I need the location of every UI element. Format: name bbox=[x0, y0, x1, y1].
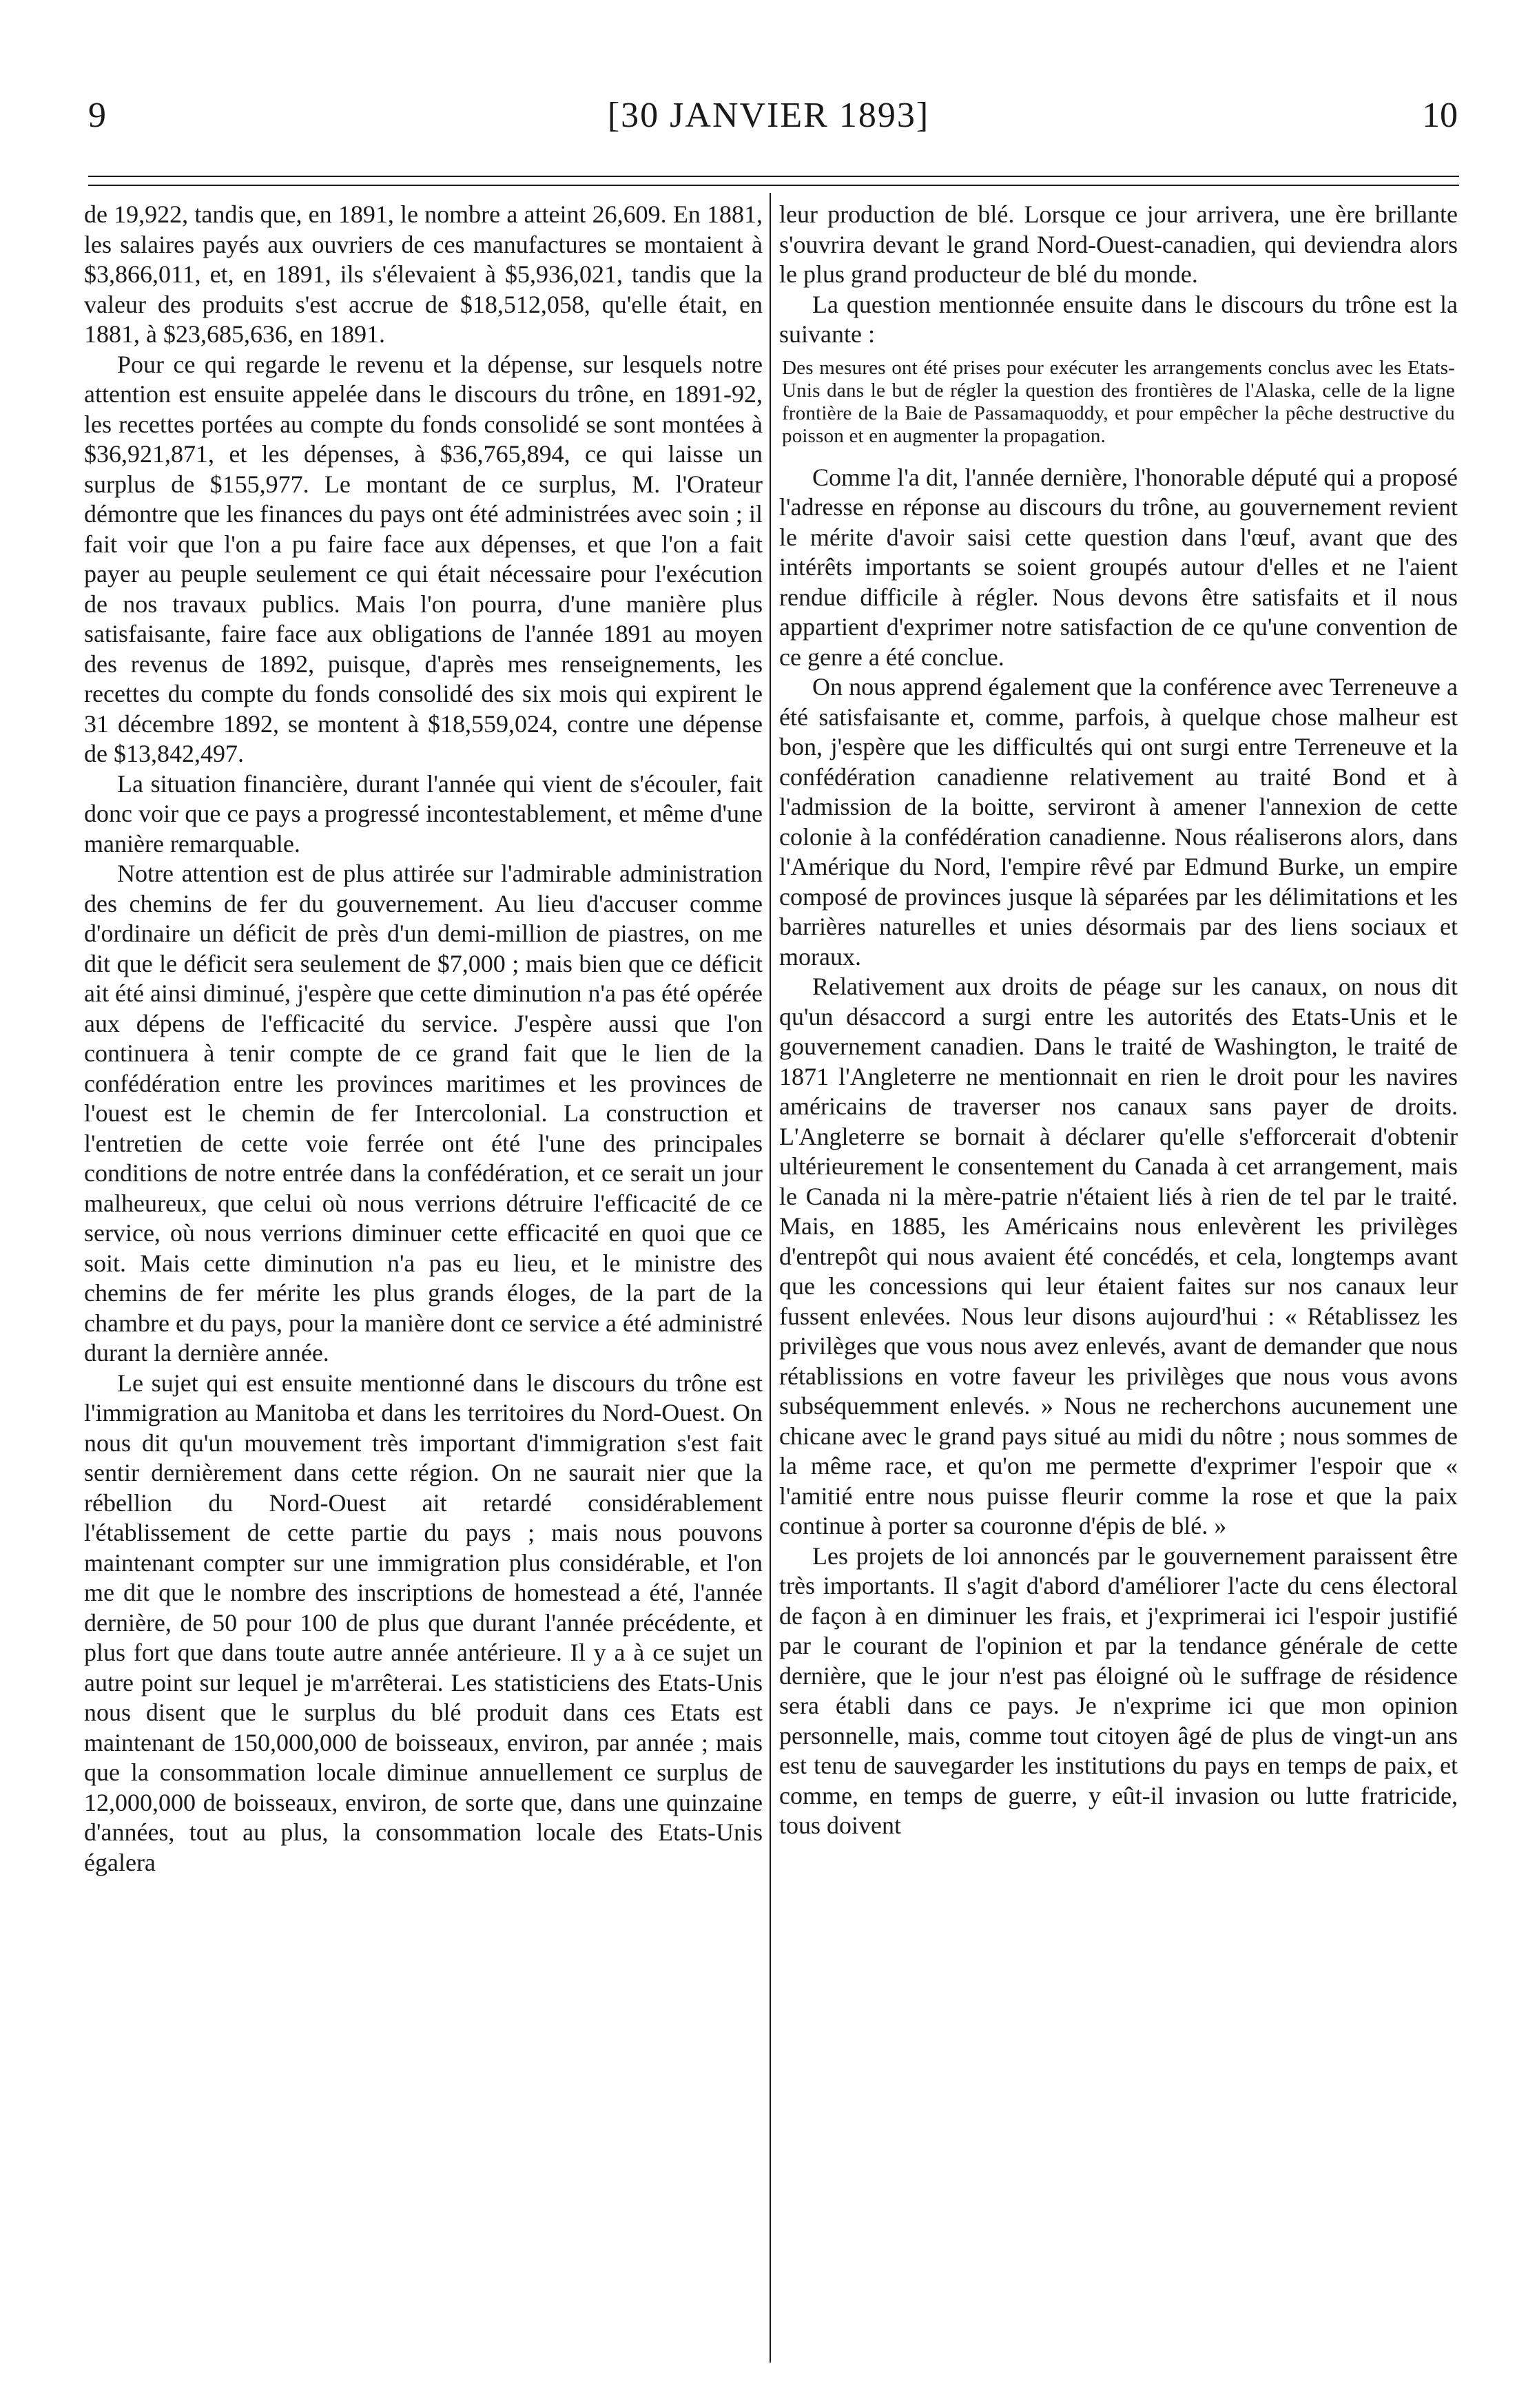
page-title: [30 JANVIER 1893] bbox=[607, 96, 930, 135]
paragraph: On nous apprend également que la conférence avec Terreneuve a été satisfaisante et, comme, parfois, à quelque chose malheur est bon, j'espère que les difficultés qui ont surgi entre Terreneuve et la confédération canadienne relativement au traité Bond et à l'admission de la boitte, serviront à amener l'annexion de cette colonie à la confédération canadienne. Nous réaliserons alors, dans l'Amérique du Nord, l'empire rêvé par Edmund Burke, un empire composé de provinces jusque là séparées par les délimitations et les barrières naturelles et unies désormais par des liens sociaux et moraux. bbox=[779, 673, 1458, 971]
paragraph: Comme l'a dit, l'année dernière, l'honorable député qui a proposé l'adresse en réponse au discours du trône, au gouvernement revient le mérite d'avoir saisi cette question dans l'œuf, avant que des intérêts importants se soient groupés autour d'elles et ne l'aient rendue difficile à régler. Nous devons être satisfaits et il nous appartient d'exprimer notre satisfaction de ce qu'une convention de ce genre a été conclue. bbox=[779, 463, 1458, 671]
paragraph: Notre attention est de plus attirée sur l'admirable administration des chemins de fer du gouvernement. Au lieu d'accuser comme d'ordinaire un déficit de près d'un demi-million de piastres, on me dit que le déficit sera seulement de $7,000 ; mais bien que ce déficit ait été ainsi diminué, j'espère que cette diminution n'a pas été opérée aux dépens de l'efficacité du service. J'espère aussi que l'on continuera à tenir compte de ce grand fait que le lien de la confédération entre les provinces maritimes et les provinces de l'ouest est le chemin de fer Intercolonial. La construction et l'entretien de cette voie ferrée ont été l'une des principales conditions de notre entrée dans la confédération, et ce serait un jour malheureux, que celui où nous verrions détruire l'efficacité de ce service, où nous verrions diminuer cette efficacité en quoi que ce soit. Mais cette diminution n'a pas eu lieu, et le ministre des chemins de fer mérite les plus grands éloges, de la part de la chambre et du pays, pour la manière dont ce service a été administré durant la dernière année. bbox=[84, 860, 763, 1367]
paragraph: La question mentionnée ensuite dans le discours du trône est la suivante : bbox=[779, 290, 1458, 348]
page-number-left: 9 bbox=[88, 96, 106, 135]
header-rule-top bbox=[88, 176, 1459, 177]
left-column bbox=[84, 200, 763, 2363]
paragraph: Relativement aux droits de péage sur les canaux, on nous dit qu'un désaccord a surgi entre les autorités des Etats-Unis et le gouvernement canadien. Dans le traité de Washington, le traité de 1871 l'Angleterre ne mentionnait en rien le droit pour les navires américains de traverser nos canaux sans payer de droits. L'Angleterre se bornait à déclarer qu'elle s'efforcerait d'obtenir ultérieurement le consentement du Canada à cet arrangement, mais le Canada ni la mère-patrie n'étaient liés à rien de tel par le traité. Mais, en 1885, les Américains nous enlevèrent les privilèges d'entrepôt qui nous avaient été concédés, et cela, longtemps avant que les concessions qui leur étaient faites sur nos canaux leur fussent enlevées. Nous leur disons aujourd'hui : « Rétablissez les privilèges que vous nous avez enlevés, avant de demander que nous rétablissions en votre faveur les privilèges que nous vous avons subséquemment enlevés. » Nous ne recherchons aucunement une chicane avec le grand pays situé au midi du nôtre ; nous sommes de la même race, et qu'on me permette d'exprimer l'espoir que « l'amitié entre nous puisse fleurir comme la rose et que la paix continue à porter sa couronne d'épis de blé. » bbox=[779, 973, 1458, 1539]
column-divider bbox=[770, 193, 771, 2363]
paragraph: leur production de blé. Lorsque ce jour arrivera, une ère brillante s'ouvrira devant le grand Nord-Ouest-canadien, qui deviendra alors le plus grand producteur de blé du monde. bbox=[779, 200, 1458, 288]
paragraph: Les projets de loi annoncés par le gouvernement paraissent être très importants. Il s'agit d'abord d'améliorer l'acte du cens électoral de façon à en diminuer les frais, et j'exprimerai ici l'espoir justifié par le courant de l'opinion et par la tendance générale de cette dernière, que le jour n'est pas éloigné où le suffrage de résidence sera établi dans ce pays. Je n'exprime ici que mon opinion personnelle, mais, comme tout citoyen âgé de plus de vingt-un ans est tenu de sauvegarder les institutions du pays en temps de paix, et comme, en temps de guerre, y eût-il invasion ou lutte fratricide, tous doivent bbox=[779, 1542, 1458, 1839]
page-number-right: 10 bbox=[1422, 96, 1458, 135]
paragraph: Pour ce qui regarde le revenu et la dépense, sur lesquels notre attention est ensuite appelée dans le discours du trône, en 1891-92, les recettes portées au compte du fonds consolidé se sont montées à $36,921,871, et les dépenses, à $36,765,894, ce qui laisse un surplus de $155,977. Le montant de ce surplus, M. l'Orateur démontre que les finances du pays ont été administrées avec soin ; il fait voir que l'on a pu faire face aux dépenses, et que l'on a fait payer au peuple seulement ce qui était nécessaire pour l'exécution de nos travaux publics. Mais l'on pourra, d'une manière plus satisfaisante, faire face aux obligations de l'année 1891 au moyen des revenus de 1892, puisque, d'après mes renseignements, les recettes du compte du fonds consolidé des six mois qui expirent le 31 décembre 1892, se montent à $18,559,024, contre une dépense de $13,842,497. bbox=[84, 350, 763, 767]
paragraph: Le sujet qui est ensuite mentionné dans le discours du trône est l'immigration au Manitoba et dans les territoires du Nord-Ouest. On nous dit qu'un mouvement très important d'immigration s'est fait sentir dernièrement dans cette région. On ne saurait nier que la rébellion du Nord-Ouest ait retardé considérablement l'établissement de cette partie du pays ; mais nous pouvons maintenant compter sur une immigration plus considérable, et l'on me dit que le nombre des inscriptions de homestead a été, l'année dernière, de 50 pour 100 de plus que durant l'année précédente, et plus fort que dans toute autre année antérieure. Il y a à ce sujet un autre point sur lequel je m'arrêterai. Les statisticiens des Etats-Unis nous disent que le surplus du blé produit dans ces Etats est maintenant de 150,000,000 de boisseaux, environ, par année ; mais que la consommation locale diminue annuellement ce surplus de 12,000,000 de boisseaux, environ, de sorte que, dans une quinzaine d'années, tout au plus, la consommation locale des Etats-Unis égalera bbox=[84, 1369, 763, 1876]
paragraph: La situation financière, durant l'année qui vient de s'écouler, fait donc voir que ce pays a progressé incontestablement, et même d'une manière remarquable. bbox=[84, 769, 763, 858]
quoted-throne-speech: Des mesures ont été prises pour exécuter les arrangements conclus avec les Etats-Unis dans le but de régler la question des frontières de l'Alaska, celle de la ligne frontière de la Baie de Passamaquoddy, et pour empêcher la pêche destructive du poisson et en augmenter la propagation. bbox=[782, 356, 1455, 447]
paragraph: de 19,922, tandis que, en 1891, le nombre a atteint 26,609. En 1881, les salaires payés aux ouvriers de ces manufactures se montaient à $3,866,011, et, en 1891, ils s'élevaient à $5,936,021, tandis que la valeur des produits s'est accrue de $18,512,058, qu'elle était, en 1881, à $23,685,636, en 1891. bbox=[84, 200, 763, 348]
right-column bbox=[779, 200, 1458, 2363]
page-header bbox=[0, 95, 1537, 150]
header-rule-bottom bbox=[88, 185, 1459, 186]
